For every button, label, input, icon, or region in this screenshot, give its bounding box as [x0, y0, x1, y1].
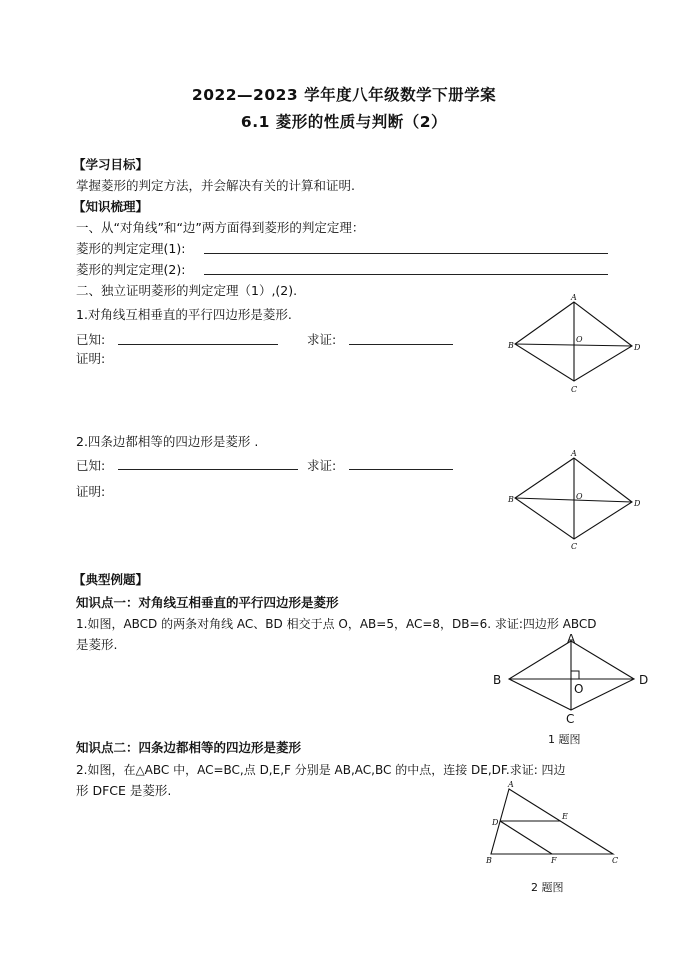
proof1-known-blank[interactable] — [118, 344, 278, 345]
proof2-prove-blank[interactable] — [349, 469, 453, 470]
page-subtitle: 6.1 菱形的性质与判断（2） — [240, 113, 448, 131]
label-b: B — [493, 673, 502, 687]
label-d: D — [634, 499, 641, 508]
proof1-prove-label: 求证: — [307, 332, 337, 347]
theorem-1-label: 菱形的判定定理(1): — [76, 241, 186, 256]
proof2-proof-label: 证明: — [76, 484, 106, 499]
proof2-known-blank[interactable] — [118, 469, 298, 470]
proof2-prove-label: 求证: — [307, 458, 337, 473]
page-title: 2022—2023 学年度八年级数学下册学案 — [191, 86, 497, 104]
knowledge-point-1: 知识点一：对角线互相垂直的平行四边形是菱形 — [76, 595, 339, 610]
label-f: F — [551, 856, 557, 865]
label-b: B — [486, 856, 492, 865]
proof1-prove-blank[interactable] — [349, 344, 453, 345]
label-c: C — [566, 712, 575, 726]
label-a: A — [567, 632, 576, 646]
proof1-proof-label: 证明: — [76, 351, 106, 366]
theorem-1-blank[interactable] — [204, 253, 608, 254]
example-2-line-2: 形 DFCE 是菱形. — [76, 783, 172, 798]
proof2-known-label: 已知: — [76, 458, 106, 473]
examples-header: 【典型例题】 — [73, 572, 149, 587]
label-d: D — [639, 673, 649, 687]
rhombus-figure-2 — [505, 449, 645, 549]
label-e: E — [562, 812, 568, 821]
segment-df — [500, 821, 552, 854]
label-d: D — [634, 343, 641, 352]
example-1-line-2: 是菱形. — [76, 637, 118, 652]
example-2-figure — [482, 780, 627, 866]
label-a: A — [571, 449, 577, 458]
goals-header: 【学习目标】 — [73, 157, 149, 172]
example-1-figure — [488, 630, 658, 726]
label-c: C — [612, 856, 619, 865]
label-c: C — [571, 385, 578, 394]
goals-text: 掌握菱形的判定方法，并会解决有关的计算和证明. — [76, 178, 355, 193]
right-angle-mark — [571, 671, 579, 679]
theorem-2-label: 菱形的判定定理(2): — [76, 262, 186, 277]
label-o: O — [574, 682, 584, 696]
theorem-2-blank[interactable] — [204, 274, 608, 275]
label-a: A — [571, 293, 577, 302]
label-b: B — [508, 341, 514, 350]
label-a: A — [508, 780, 514, 789]
knowledge-point-2: 知识点二：四条边都相等的四边形是菱形 — [76, 740, 302, 755]
review-item-2: 二、独立证明菱形的判定定理（1）,(2). — [76, 283, 298, 298]
proof1-statement: 1.对角线互相垂直的平行四边形是菱形. — [76, 307, 292, 322]
label-d: D — [492, 818, 499, 827]
review-header: 【知识梳理】 — [73, 199, 149, 214]
label-c: C — [571, 542, 578, 551]
proof1-known-label: 已知: — [76, 332, 106, 347]
label-o: O — [576, 492, 583, 501]
example-2-line-1: 2.如图，在△ABC 中，AC=BC,点 D,E,F 分别是 AB,AC,BC 的中点，连接 DE,DF.求证: 四边 — [76, 763, 566, 777]
example-1-line-1: 1.如图，ABCD 的两条对角线 AC、BD 相交于点 O，AB=5，AC=8，DB=6. 求证:四边形 ABCD — [76, 617, 597, 631]
review-item-1: 一、从“对角线”和“边”两方面得到菱形的判定定理： — [76, 220, 365, 235]
proof2-statement: 2.四条边都相等的四边形是菱形 . — [76, 434, 259, 449]
label-o: O — [576, 335, 583, 344]
rhombus-figure-1 — [505, 293, 645, 393]
label-b: B — [508, 495, 514, 504]
figure-2-caption: 2 题图 — [531, 881, 564, 894]
figure-1-caption: 1 题图 — [548, 733, 581, 746]
